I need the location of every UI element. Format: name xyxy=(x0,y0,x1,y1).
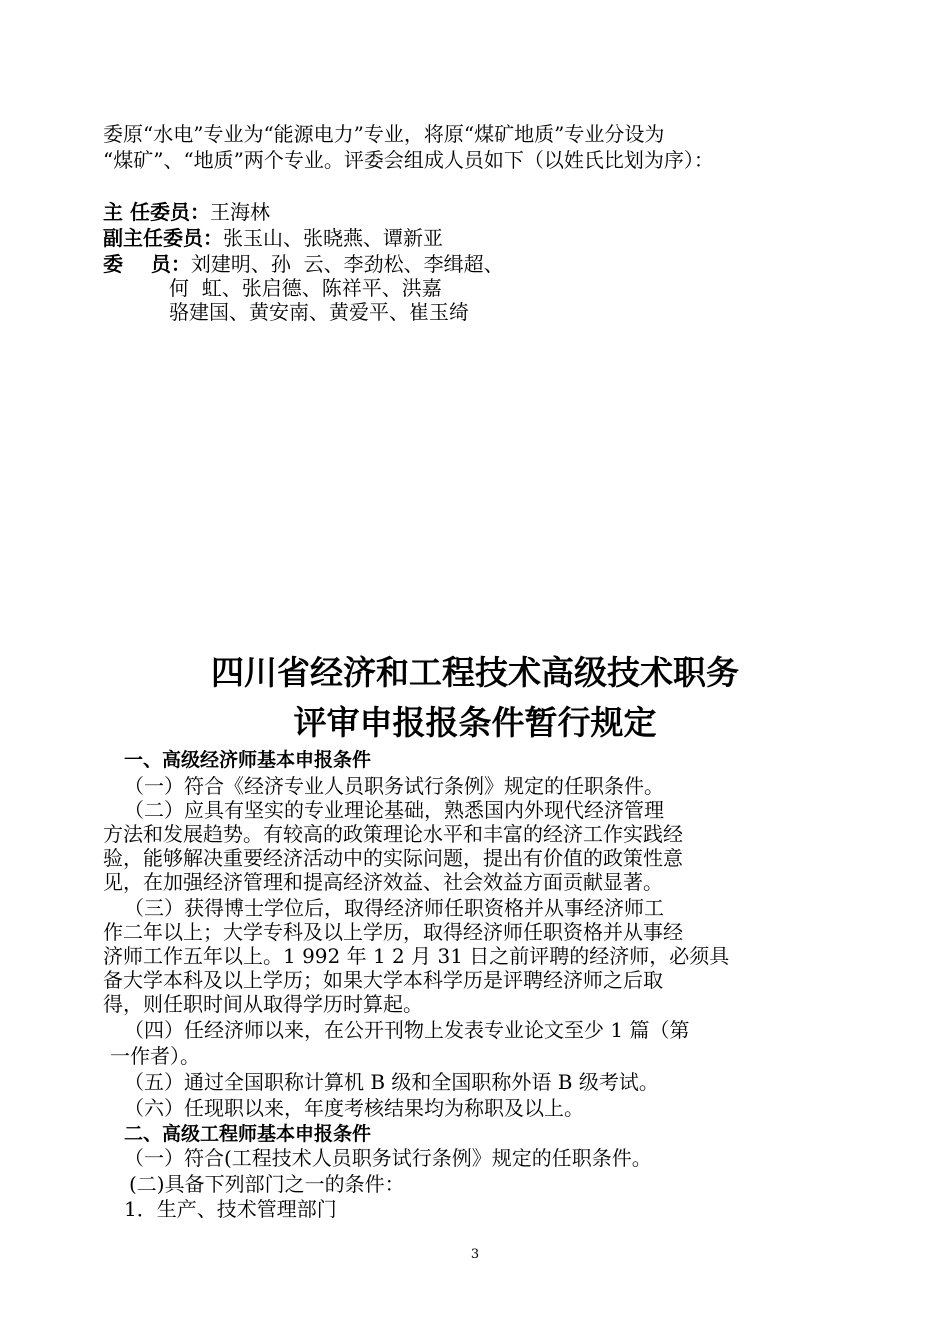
section-1-line: 作二年以上；大学专科及以上学历，取得经济师任职资格并从事经 xyxy=(103,920,683,944)
members-line-2: 何 虹、张启德、陈祥平、洪嘉 xyxy=(169,276,442,300)
section-1-line: 备大学本科及以上学历；如果大学本科学历是评聘经济师之后取 xyxy=(103,968,663,992)
document-title-line-2: 评审申报报条件暂行规定 xyxy=(293,703,657,742)
section-1-heading: 一、高级经济师基本申报条件 xyxy=(124,749,372,771)
section-2-line: (二)具备下列部门之一的条件： xyxy=(129,1172,405,1196)
section-1-line: （四）任经济师以来，在公开刊物上发表专业论文至少 1 篇（第 xyxy=(124,1018,690,1042)
committee-chair xyxy=(103,199,270,225)
section-1-line: 方法和发展趋势。有较高的政策理论水平和丰富的经济工作实践经 xyxy=(103,822,683,846)
page-number: 3 xyxy=(470,1247,480,1262)
section-2-line: （一）符合(工程技术人员职务试行条例》规定的任职条件。 xyxy=(124,1146,652,1170)
section-1-line: （五）通过全国职称计算机 B 级和全国职称外语 B 级考试。 xyxy=(124,1070,659,1094)
section-1-line: 济师工作五年以上。1 992 年 1 2 月 31 日之前评聘的经济师，必须具 xyxy=(103,944,730,968)
section-1-line: 一作者）。 xyxy=(110,1044,200,1068)
section-1-line: 得，则任职时间从取得学历时算起。 xyxy=(103,992,423,1016)
members-label: 委 员： xyxy=(103,252,191,276)
section-1-line: （一）符合《经济专业人员职务试行条例》规定的任职条件。 xyxy=(124,774,664,798)
section-2-line: 1．生产、技术管理部门 xyxy=(124,1197,337,1221)
vice-chair-label: 副主任委员： xyxy=(103,226,223,250)
section-1-line: 见，在加强经济管理和提高经济效益、社会效益方面贡献显著。 xyxy=(103,870,663,894)
members-line-3: 骆建国、黄安南、黄爱平、崔玉绮 xyxy=(169,300,469,324)
vice-chair-names: 张玉山、张晓燕、谭新亚 xyxy=(223,226,443,250)
section-1-line: 验，能够解决重要经济活动中的实际问题，提出有价值的政策性意 xyxy=(103,846,683,870)
committee-members xyxy=(103,251,504,277)
chair-names: 王海林 xyxy=(209,200,270,224)
section-2-heading: 二、高级工程师基本申报条件 xyxy=(124,1123,372,1145)
committee-vice-chair xyxy=(103,225,443,251)
members-line-1: 刘建明、孙 云、李劲松、李缉超、 xyxy=(190,252,504,276)
intro-line-2: “煤矿”、“地质”两个专业。评委会组成人员如下（以姓氏比划为序）： xyxy=(103,148,714,172)
section-1-line: （三）获得博士学位后，取得经济师任职资格并从事经济师工 xyxy=(124,896,664,920)
chair-label: 主 任委员： xyxy=(103,200,210,224)
section-1-line: （六）任现职以来，年度考核结果均为称职及以上。 xyxy=(124,1096,584,1120)
document-title-line-1: 四川省经济和工程技术高级技术职务 xyxy=(211,653,739,692)
section-1-line: （二）应具有坚实的专业理论基础，熟悉国内外现代经济管理 xyxy=(124,798,664,822)
intro-line-1: 委原“水电”专业为“能源电力”专业，将原“煤矿地质”专业分设为 xyxy=(103,122,665,146)
